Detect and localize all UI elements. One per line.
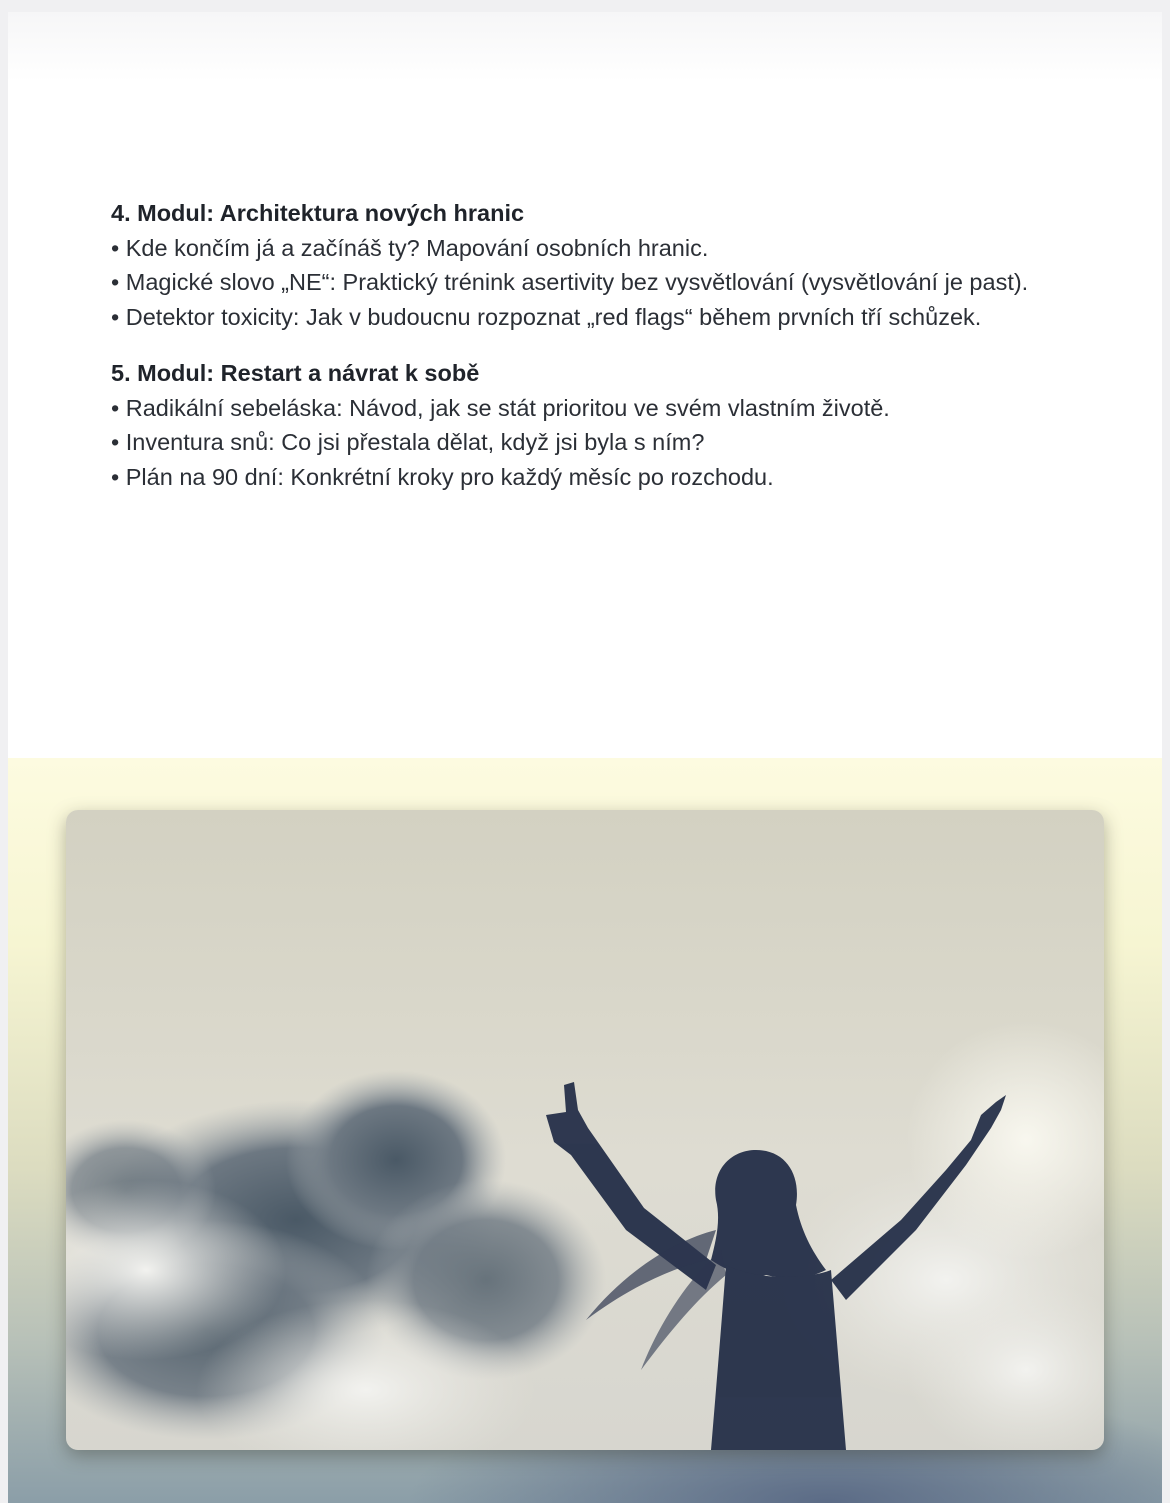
hero-photo (66, 810, 1104, 1450)
module-5 (111, 356, 1071, 494)
module-bullet: • Inventura snů: Co jsi přestala dělat, když jsi byla s ním? (111, 429, 705, 455)
module-title: 4. Modul: Architektura nových hranic (111, 200, 525, 226)
module-4 (111, 196, 1071, 334)
module-title: 5. Modul: Restart a návrat k sobě (111, 360, 480, 386)
module-bullet: • Detektor toxicity: Jak v budoucnu rozpoznat „red flags“ během prvních tří schůzek. (111, 303, 982, 330)
modules-content (111, 196, 1071, 516)
woman-arms-raised-icon (66, 810, 1104, 1450)
top-fade (8, 12, 1162, 82)
page (8, 12, 1162, 1503)
module-bullet: • Plán na 90 dní: Konkrétní kroky pro každý měsíc po rozchodu. (111, 463, 774, 490)
module-bullet: • Magické slovo „NE“: Praktický trénink asertivity bez vysvětlování (vysvětlování je past). (111, 269, 1029, 295)
hero-section (8, 758, 1162, 1503)
module-bullet: • Kde končím já a začínáš ty? Mapování osobních hranic. (111, 234, 709, 261)
module-bullet: • Radikální sebeláska: Návod, jak se stát prioritou ve svém vlastním životě. (111, 394, 890, 421)
